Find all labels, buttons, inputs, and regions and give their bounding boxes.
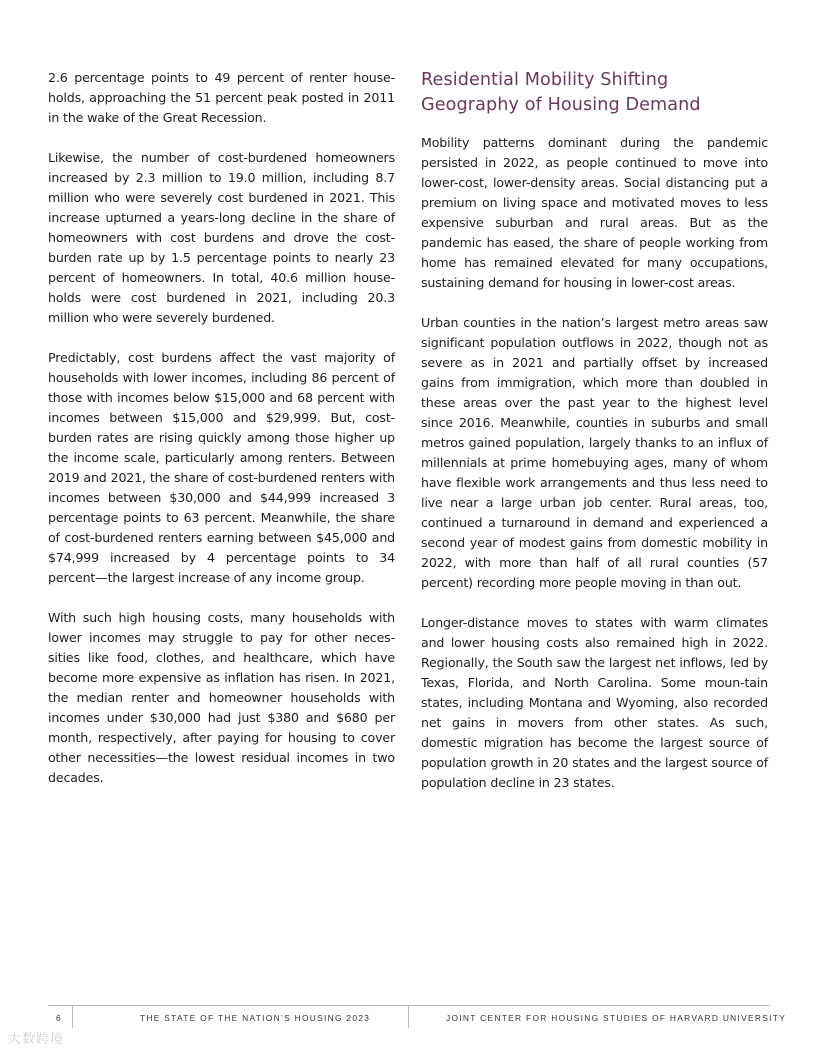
- body-paragraph: 2.6 percentage points to 49 percent of renter house-holds, approaching the 51 percent peak posted in 2011 in the wake of the Great Recession.: [48, 70, 395, 125]
- body-paragraph: Mobility patterns dominant during the pandemic persisted in 2022, as people continued to move into lower-cost, lower-density areas. Social distancing put a premium on living space and motivated moves to less expensive suburban and rural areas. But as the pandemic has eased, the share of people working from home has remained elevated for many occupations, sustaining demand for housing in lower-cost areas.: [421, 135, 768, 290]
- organization-name: JOINT CENTER FOR HOUSING STUDIES OF HARVARD UNIVERSITY: [446, 1013, 787, 1023]
- footer-divider: [48, 1005, 770, 1006]
- body-paragraph: Longer-distance moves to states with warm climates and lower housing costs also remained high in 2022. Regionally, the South saw the largest net inflows, led by Texas, Florida, and North Carolina. Some moun-tain states, including Montana and Wyoming, also recorded net gains in movers from other states. As such, domestic migration has become the largest source of population growth in 20 states and the largest source of population decline in 23 states.: [421, 615, 768, 790]
- footer-separator: [408, 1006, 409, 1028]
- footer-separator: [72, 1006, 73, 1028]
- right-column: [421, 68, 768, 813]
- body-paragraph: Likewise, the number of cost-burdened homeowners increased by 2.3 million to 19.0 million, including 8.7 million who were severely cost burdened in 2021. This increase upturned a years-long decline in the share of homeowners with cost burdens and drove the cost-burden rate up by 1.5 percentage points to nearly 23 percent of homeowners. In total, 40.6 million house-holds were cost burdened in 2021, including 20.3 million who were severely burdened.: [48, 150, 395, 325]
- body-paragraph: Predictably, cost burdens affect the vast majority of households with lower incomes, including 86 percent of those with incomes below $15,000 and 68 percent with incomes between $15,000 and $29,999. But, cost-burden rates are rising quickly among those higher up the income scale, particularly among renters. Between 2019 and 2021, the share of cost-burdened renters with incomes between $30,000 and $44,999 increased 3 percentage points to 63 percent. Meanwhile, the share of cost-burdened renters earning between $45,000 and $74,999 increased by 4 percentage points to 34 percent—the largest increase of any income group.: [48, 350, 395, 585]
- watermark: 大数跨境: [8, 1031, 65, 1046]
- report-title: THE STATE OF THE NATION’S HOUSING 2023: [140, 1013, 371, 1023]
- body-paragraph: With such high housing costs, many households with lower incomes may struggle to pay for other neces-sities like food, clothes, and healthcare, which have become more expensive as inflation has risen. In 2021, the median renter and homeowner households with incomes under $30,000 had just $380 and $680 per month, respectively, after paying for housing to cover other necessities—the lowest residual incomes in two decades.: [48, 610, 395, 785]
- left-column: [48, 68, 395, 808]
- section-heading: Residential Mobility Shifting Geography of Housing Demand: [421, 70, 701, 115]
- page-number: 6: [56, 1013, 62, 1023]
- body-paragraph: Urban counties in the nation’s largest metro areas saw significant population outflows in 2022, though not as severe as in 2021 and partially offset by increased gains from immigration, which more than doubled in these areas over the past year to the highest level since 2016. Meanwhile, counties in suburbs and small metros gained population, largely thanks to an influx of millennials at prime homebuying ages, many of whom have flexible work arrangements and thus less need to live near a large urban job center. Rural areas, too, continued a turnaround in demand and experienced a second year of modest gains from domestic mobility in 2022, with more than half of all rural counties (57 percent) recording more people moving in than out.: [421, 315, 768, 590]
